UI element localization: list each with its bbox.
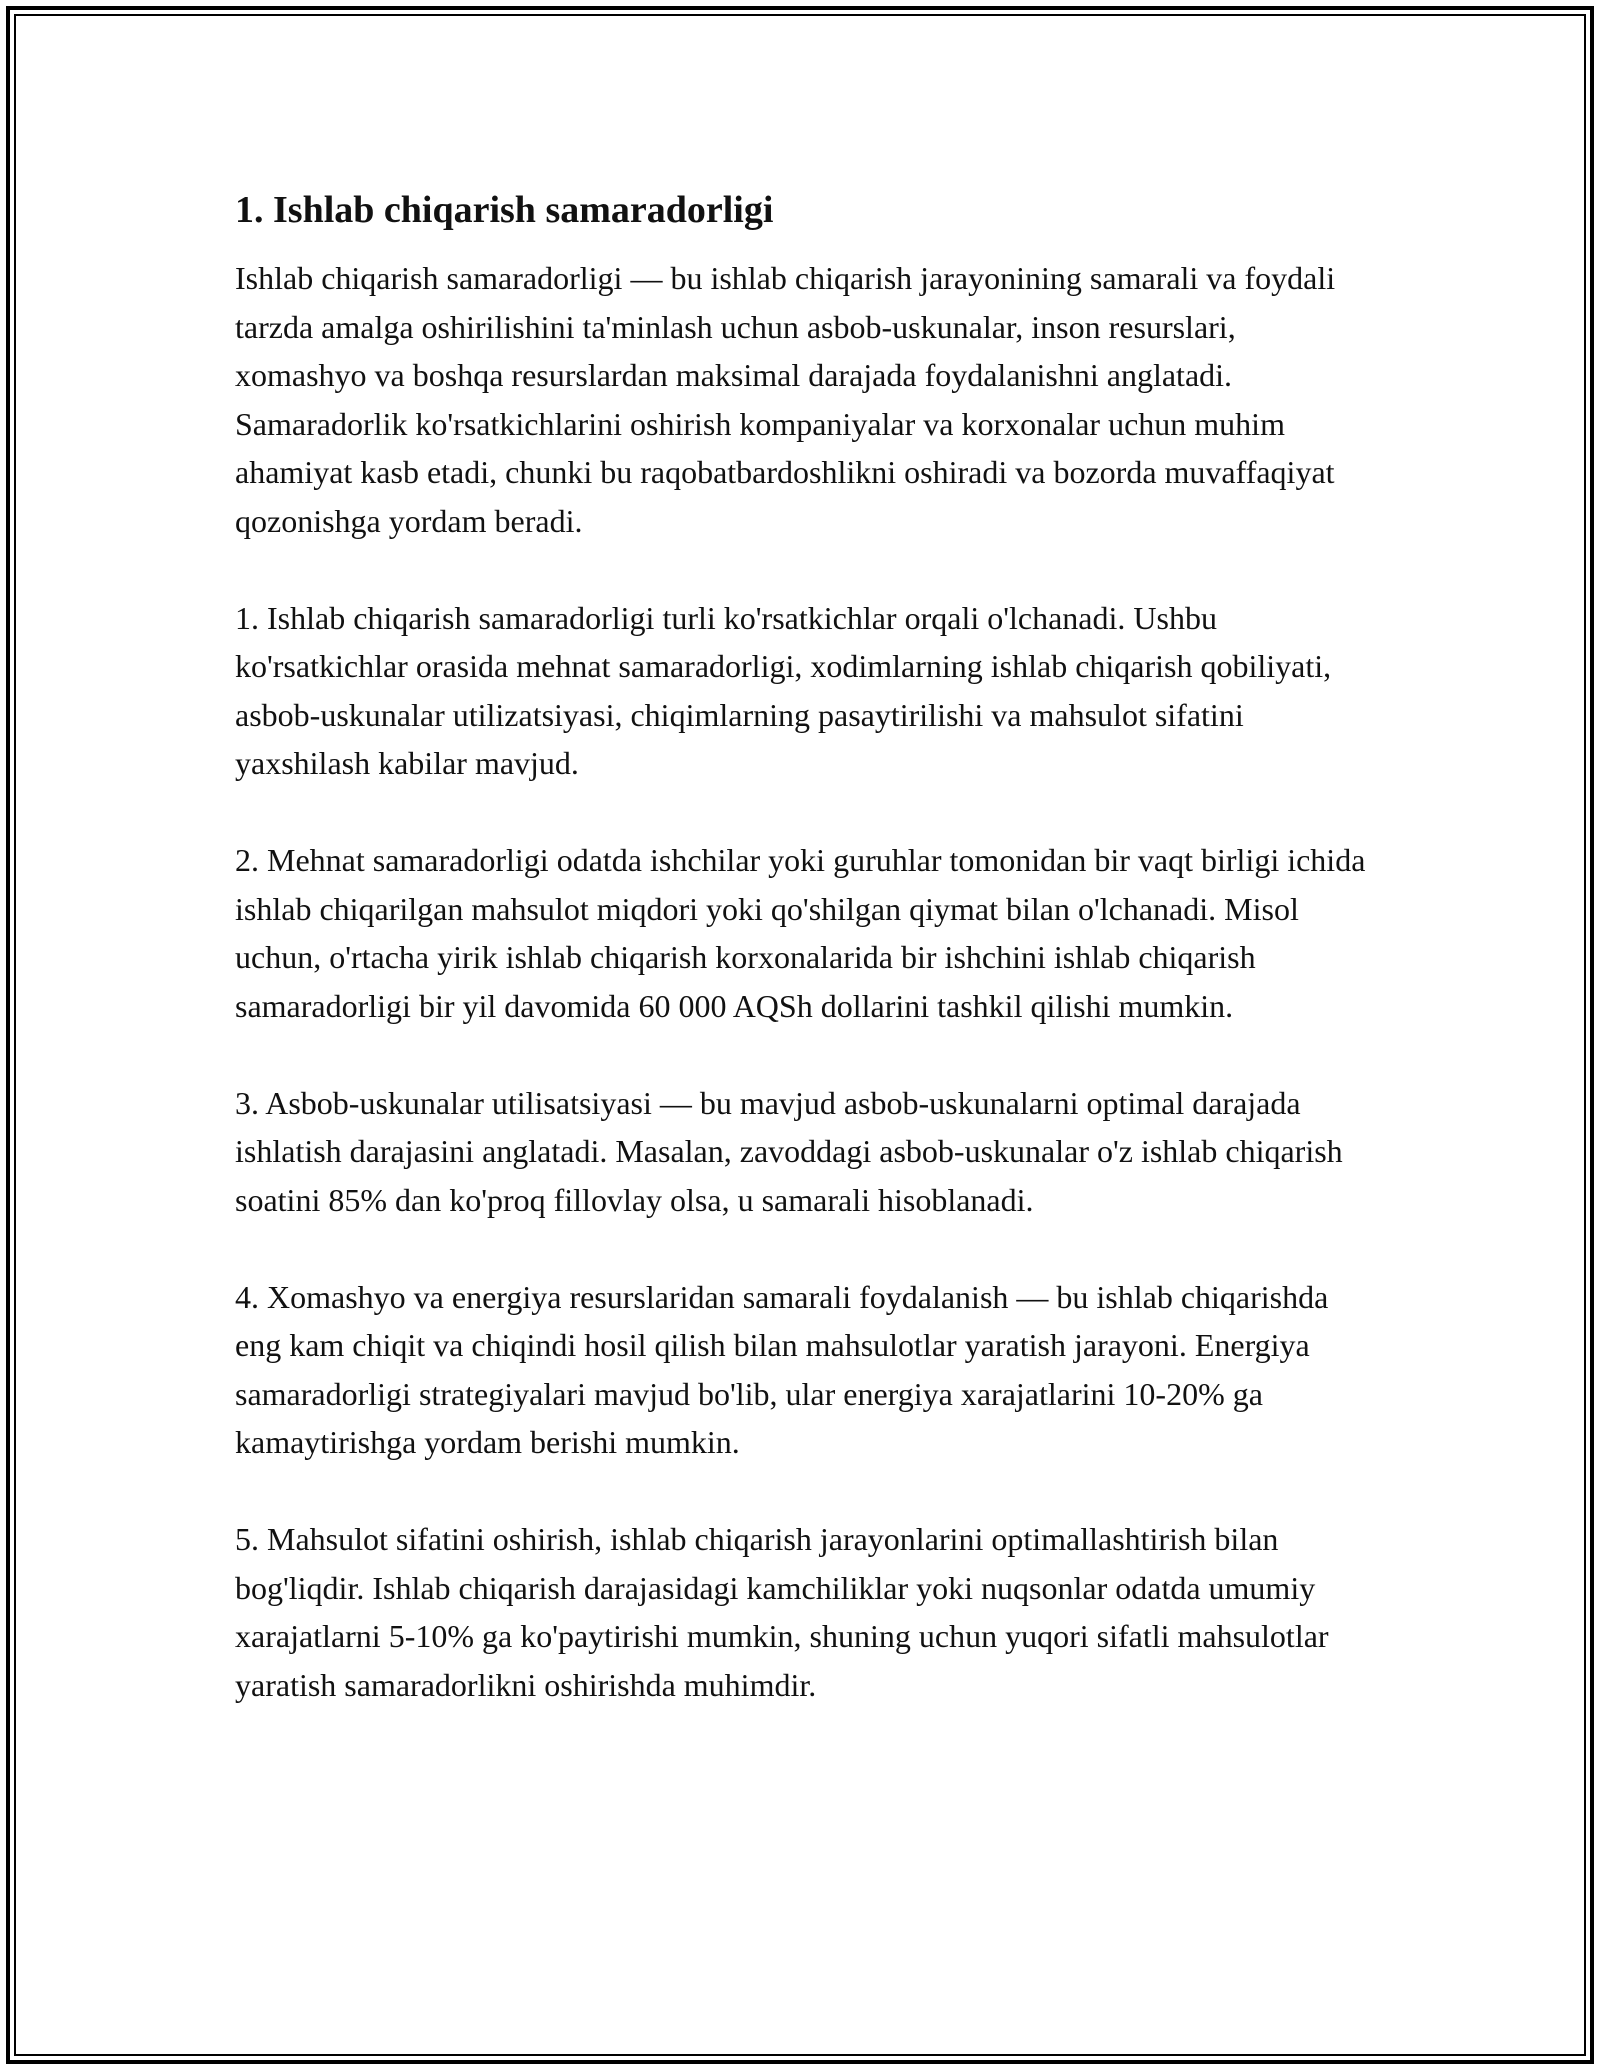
paragraph-item-5: 5. Mahsulot sifatini oshirish, ishlab chiqarish jarayonlarini optimallashtirish bilan bog'liqdir. Ishlab chiqarish darajasidagi kamchiliklar yoki nuqsonlar odatda umumiy xarajatlarni 5-10% ga ko'paytirishi mumkin, shuning uchun yuqori sifatli mahsulotlar yaratish samaradorlikni oshirishda muhimdir. [235, 1521, 1329, 1703]
document-body [235, 186, 1375, 1758]
paragraph-item-2: 2. Mehnat samaradorligi odatda ishchilar yoki guruhlar tomonidan bir vaqt birligi ichida ishlab chiqarilgan mahsulot miqdori yoki qo'shilgan qiymat bilan o'lchanadi. Misol uchun, o'rtacha yirik ishlab chiqarish korxonalarida bir ishchini ishlab chiqarish samaradorligi bir yil davomida 60 000 AQSh dollarini tashkil qilishi mumkin. [235, 842, 1366, 1024]
paragraph-item-1: 1. Ishlab chiqarish samaradorligi turli ko'rsatkichlar orqali o'lchanadi. Ushbu ko'rsatkichlar orasida mehnat samaradorligi, xodimlarning ishlab chiqarish qobiliyati, asbob-uskunalar utilizatsiyasi, chiqimlarning pasaytirilishi va mahsulot sifatini yaxshilash kabilar mavjud. [235, 599, 1332, 781]
paragraph-item-4: 4. Xomashyo va energiya resurslaridan samarali foydalanish — bu ishlab chiqarishda eng kam chiqit va chiqindi hosil qilish bilan mahsulotlar yaratish jarayoni. Energiya samaradorligi strategiyalari mavjud bo'lib, ular energiya xarajatlarini 10-20% ga kamaytirishga yordam berishi mumkin. [235, 1278, 1329, 1460]
intro-paragraph: Ishlab chiqarish samaradorligi — bu ishlab chiqarish jarayonining samarali va foydali tarzda amalga oshirilishini ta'minlash uchun asbob-uskunalar, inson resurslari, xomashyo va boshqa resurslardan maksimal darajada foydalanishni anglatadi. Samaradorlik ko'rsatkichlarini oshirish kompaniyalar va korxonalar uchun muhim ahamiyat kasb etadi, chunki bu raqobatbardoshlikni oshiradi va bozorda muvaffaqiyat qozonishga yordam beradi. [235, 260, 1336, 539]
paragraph-item-3: 3. Asbob-uskunalar utilisatsiyasi — bu mavjud asbob-uskunalarni optimal darajada ishlatish darajasini anglatadi. Masalan, zavoddagi asbob-uskunalar o'z ishlab chiqarish soatini 85% dan ko'proq fillovlay olsa, u samarali hisoblanadi. [235, 1084, 1343, 1218]
section-heading: 1. Ishlab chiqarish samaradorligi [235, 189, 774, 231]
